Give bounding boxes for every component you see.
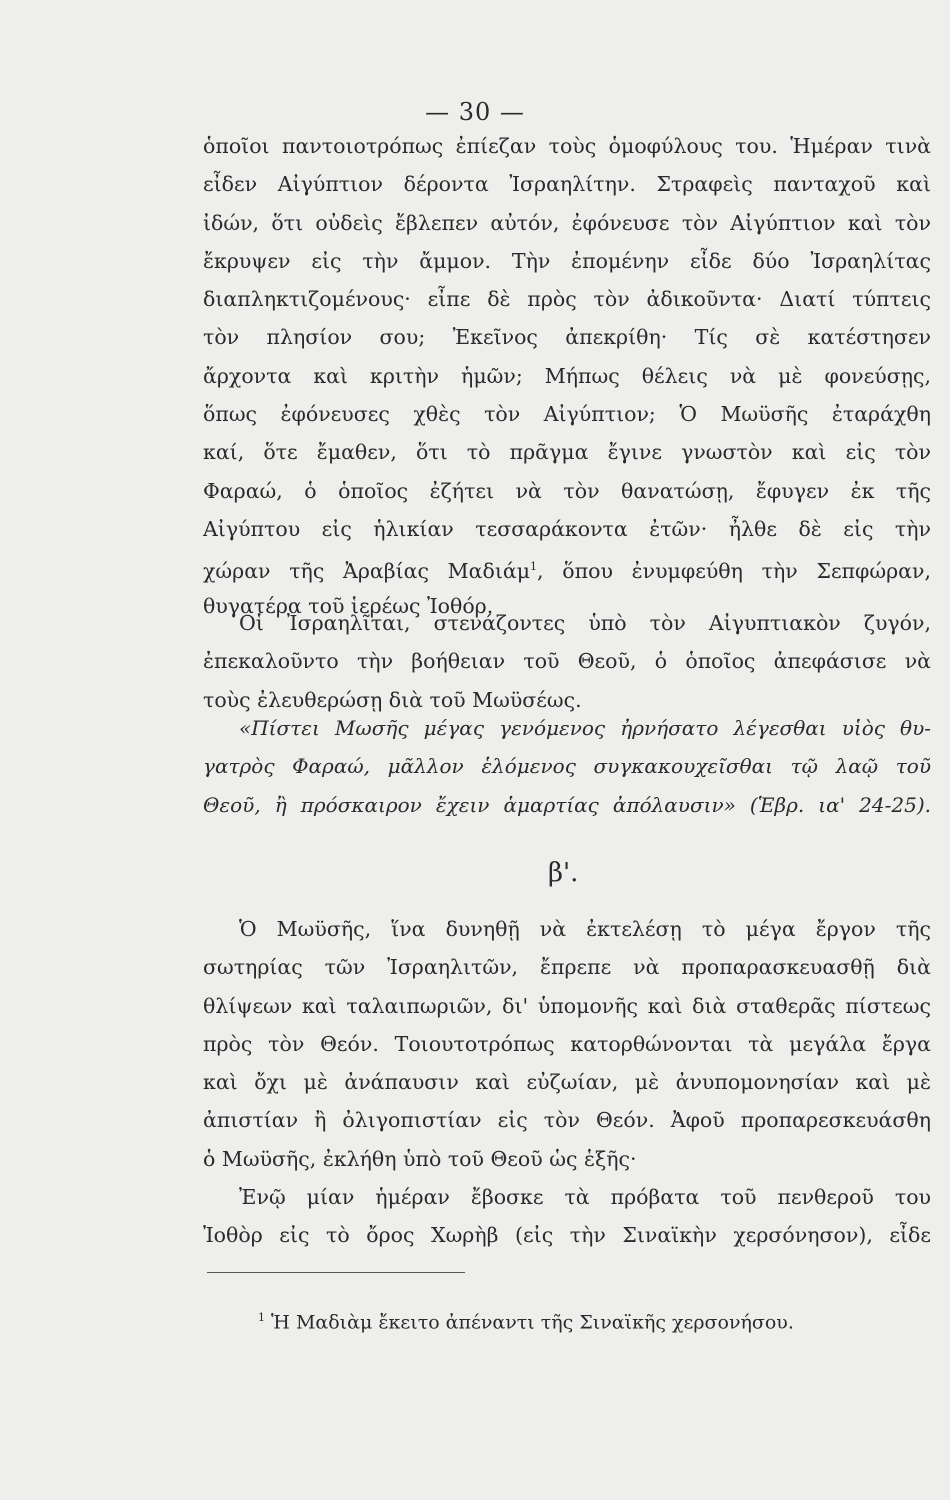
- text-line: διαπληκτιζομένους· εἶπε δὲ πρὸς τὸν ἀδικοῦντα· Διατί τύπτεις: [203, 287, 931, 312]
- quote-line: «Πίστει Μωσῆς μέγας γενόμενος ἠρνήσατο λέγεσθαι υἱὸς θυ-: [239, 716, 931, 740]
- text-line: Φαραώ, ὁ ὁποῖος ἐζήτει νὰ τὸν θανατώσῃ, ἔφυγεν ἐκ τῆς: [203, 478, 931, 503]
- text-line: Ἐνῷ μίαν ἡμέραν ἔβοσκε τὰ πρόβατα τοῦ πενθεροῦ του: [239, 1185, 931, 1210]
- text-line: πρὸς τὸν Θεόν. Τοιουτοτρόπως κατορθώνονται τὰ μεγάλα ἔργα: [203, 1031, 931, 1056]
- text-line: ὅπως ἐφόνευσες χθὲς τὸν Αἰγύπτιον; Ὁ Μωϋσῆς ἐταράχθη: [203, 402, 931, 427]
- page-number: — 30 —: [425, 98, 525, 126]
- text-line: καὶ ὄχι μὲ ἀνάπαυσιν καὶ εὐζωίαν, μὲ ἀνυπομονησίαν καὶ μὲ: [203, 1070, 931, 1095]
- text-line: Ὁ Μωϋσῆς, ἵνα δυνηθῇ νὰ ἐκτελέσῃ τὸ μέγα ἔργον τῆς: [239, 917, 931, 941]
- text-line: καί, ὅτε ἔμαθεν, ὅτι τὸ πρᾶγμα ἔγινε γνωστὸν καὶ εἰς τὸν: [203, 440, 931, 465]
- text-line: ἰδών, ὅτι οὐδεὶς ἔβλεπεν αὐτόν, ἐφόνευσε τὸν Αἰγύπτιον καὶ τὸν: [203, 210, 931, 235]
- footnote-reference: 1: [530, 560, 538, 574]
- text-line: εἶδεν Αἰγύπτιον δέροντα Ἰσραηλίτην. Στραφεὶς πανταχοῦ καὶ: [203, 172, 931, 197]
- text-line: τοὺς ἐλευθερώσῃ διὰ τοῦ Μωϋσέως.: [203, 687, 582, 712]
- text-line: θλίψεων καὶ ταλαιπωριῶν, δι' ὑπομονῆς καὶ διὰ σταθερᾶς πίστεως: [203, 993, 931, 1018]
- text-line: Οἱ Ἰσραηλῖται, στενάζοντες ὑπὸ τὸν Αἰγυπτιακὸν ζυγόν,: [239, 611, 931, 635]
- paragraph-1: [203, 127, 931, 625]
- text-line: Ἰοθὸρ εἰς τὸ ὄρος Χωρὴβ (εἰς τὴν Σιναϊκὴν χερσόνησον), εἶδε: [203, 1223, 931, 1248]
- text-line: σωτηρίας τῶν Ἰσραηλιτῶν, ἔπρεπε νὰ προπαρασκευασθῇ διὰ: [203, 955, 931, 980]
- text-line: ἄρχοντα καὶ κριτὴν ἡμῶν; Μήπως θέλεις νὰ μὲ φονεύσῃς,: [203, 363, 931, 388]
- text-line: ὁποῖοι παντοιοτρόπως ἐπίεζαν τοὺς ὁμοφύλους του. Ἡμέραν τινὰ: [203, 134, 931, 158]
- scripture-quote: [203, 709, 931, 824]
- paragraph-3-and-4: [203, 910, 931, 1255]
- text-line: ἀπιστίαν ἢ ὀλιγοπιστίαν εἰς τὸν Θεόν. Ἀφοῦ προπαρεσκευάσθη: [203, 1108, 931, 1133]
- section-heading: β'.: [548, 858, 579, 888]
- text-line: ἐπεκαλοῦντο τὴν βοήθειαν τοῦ Θεοῦ, ὁ ὁποῖος ἀπεφάσισε νὰ: [203, 649, 931, 674]
- quote-line: Θεοῦ, ἢ πρόσκαιρον ἔχειν ἁμαρτίας ἀπόλαυσιν» (Ἑβρ. ια' 24-25).: [203, 792, 931, 817]
- paragraph-2: [203, 604, 931, 719]
- text-line: τὸν πλησίον σου; Ἐκεῖνος ἀπεκρίθη· Τίς σὲ κατέστησεν: [203, 325, 931, 350]
- footnote: [258, 1311, 794, 1333]
- footnote-text: Ἡ Μαδιὰμ ἔκειτο ἀπέναντι τῆς Σιναϊκῆς χερσονήσου.: [271, 1311, 794, 1334]
- text-line: ὁ Μωϋσῆς, ἐκλήθη ὑπὸ τοῦ Θεοῦ ὡς ἑξῆς·: [203, 1146, 637, 1171]
- text-segment: χώραν τῆς Ἀραβίας Μαδιάμ: [203, 559, 531, 584]
- quote-line: γατρὸς Φαραώ, μᾶλλον ἑλόμενος συγκακουχεῖσθαι τῷ λαῷ τοῦ: [203, 754, 931, 779]
- text-line: ἔκρυψεν εἰς τὴν ἄμμον. Τὴν ἐπομένην εἶδε δύο Ἰσραηλίτας: [203, 248, 931, 273]
- text-segment: , ὅπου ἐνυμφεύθη τὴν Σεπφώραν,: [537, 559, 931, 584]
- text-line-with-footnote-ref: [203, 548, 931, 586]
- text-line: θυγατέρα τοῦ ἱερέως Ἰοθόρ.: [203, 593, 494, 618]
- footnote-divider: [207, 1272, 465, 1273]
- text-line: Αἰγύπτου εἰς ἡλικίαν τεσσαράκοντα ἐτῶν· ἦλθε δὲ εἰς τὴν: [203, 516, 931, 541]
- footnote-marker: 1: [258, 1311, 265, 1324]
